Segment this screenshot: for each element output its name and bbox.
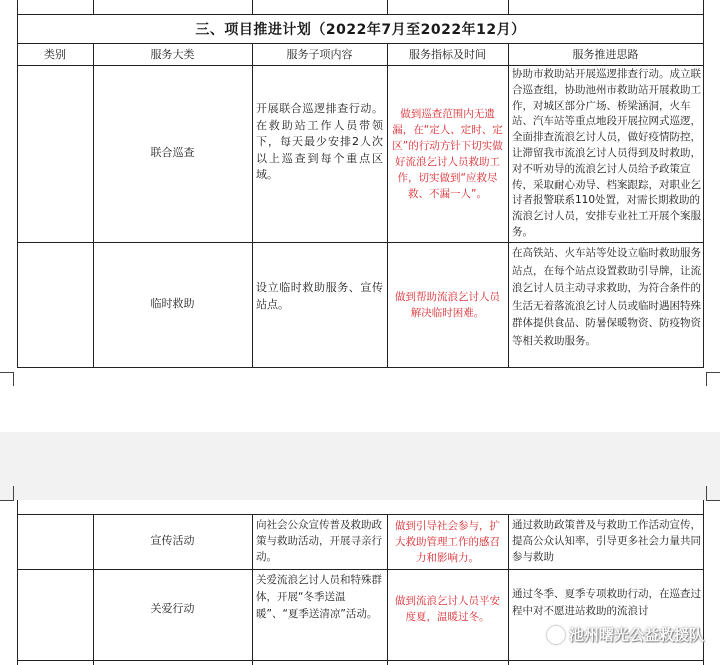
row-category: 联合巡查 bbox=[150, 146, 195, 160]
row-content: 关爱流浪乞讨人员和特殊群体，开展“冬季送温暖”、“夏季送清凉”活动。 bbox=[256, 574, 382, 620]
crop-mark bbox=[0, 500, 14, 501]
row-category: 关爱行动 bbox=[150, 601, 195, 615]
row-category: 临时救助 bbox=[150, 297, 195, 311]
grid-line bbox=[252, 514, 253, 665]
header-service-type: 服务大类 bbox=[150, 48, 195, 61]
crop-mark bbox=[706, 372, 707, 386]
crop-mark bbox=[0, 372, 14, 373]
table-border-left bbox=[17, 500, 18, 665]
grid-line bbox=[17, 367, 704, 368]
crop-mark bbox=[706, 486, 707, 500]
grid-line bbox=[17, 660, 704, 661]
header-indicator: 服务指标及时间 bbox=[409, 48, 486, 61]
row-content: 向社会公众宣传普及救助政策与救助活动，开展寻亲行动。 bbox=[256, 519, 382, 563]
watermark bbox=[547, 624, 704, 645]
grid-line bbox=[252, 0, 253, 14]
row-approach: 在高铁站、火车站等处设立临时救助服务站点，在每个站点设置救助引导牌，让流浪乞讨人员主动寻求救助，为符合条件的生活无着落流浪乞讨人员或临时遇困特殊群体提供食品、防暑保暖物资、防疫物资等相关救助服务。 bbox=[512, 247, 701, 347]
grid-line bbox=[252, 43, 253, 367]
header-sub-content: 服务子项内容 bbox=[286, 48, 353, 61]
grid-line bbox=[508, 0, 509, 14]
wechat-icon bbox=[547, 626, 565, 644]
table-border-right bbox=[703, 0, 704, 367]
row-content: 设立临时救助服务、宣传站点。 bbox=[256, 281, 383, 311]
row-category: 宣传活动 bbox=[150, 534, 195, 548]
row-indicator: 做到引导社会参与，扩大救助管理工作的感召力和影响力。 bbox=[395, 519, 500, 564]
crop-mark bbox=[706, 500, 720, 501]
section-title: 三、项目推进计划（2022年7月至2022年12月） bbox=[195, 21, 526, 38]
row-approach: 通过救助政策普及与救助工作活动宣传，提高公众认知率，引导更多社会力量共同参与救助 bbox=[512, 519, 701, 563]
grid-line bbox=[508, 514, 509, 665]
header-category: 类别 bbox=[44, 48, 66, 61]
grid-line bbox=[387, 0, 388, 14]
row-indicator: 做到帮助流浪乞讨人员解决临时困难。 bbox=[395, 290, 500, 319]
grid-line bbox=[93, 0, 94, 14]
crop-mark bbox=[13, 372, 14, 386]
grid-line bbox=[387, 514, 388, 665]
row-indicator: 做到巡查范围内无遗漏，在“定人、定时、定区”的行动方针下切实做好流浪乞讨人员救助工作，切实做到“应救尽救、不漏一人”。 bbox=[392, 107, 503, 200]
header-approach: 服务推进思路 bbox=[572, 48, 639, 61]
crop-mark bbox=[13, 486, 14, 500]
grid-line bbox=[387, 43, 388, 367]
crop-mark bbox=[706, 372, 720, 373]
watermark-text: 池州曙光公益救援队 bbox=[568, 626, 704, 644]
row-approach: 通过冬季、夏季专项救助行动，在巡查过程中对不愿进站救助的流浪讨 bbox=[512, 588, 701, 617]
row-indicator: 做到流浪乞讨人员平安度夏，温暖过冬。 bbox=[395, 595, 500, 623]
row-approach: 协助市救助站开展巡逻排查行动。成立联合巡查组，协助池州市救助站开展救助工作，对城区部分广场、桥梁涵洞，火车站、汽车站等重点地段开展拉网式巡逻，全面排查流浪乞讨人员，做好疫情防控，让滞留我市流浪乞讨人员得到及时救助，对不听劝导的流浪乞讨人员给予政策宣传，采取耐心劝导、档案跟踪，对职业乞讨者报警联系110处置，对需长期救助的流浪乞讨人员，安排专业社工开展个案服务。 bbox=[512, 68, 701, 238]
page-gap bbox=[0, 432, 720, 500]
grid-line bbox=[508, 43, 509, 367]
row-content: 开展联合巡逻排查行动。在救助站工作人员带领下，每天最少安排2人次以上巡查到每个重点区域。 bbox=[256, 102, 383, 181]
